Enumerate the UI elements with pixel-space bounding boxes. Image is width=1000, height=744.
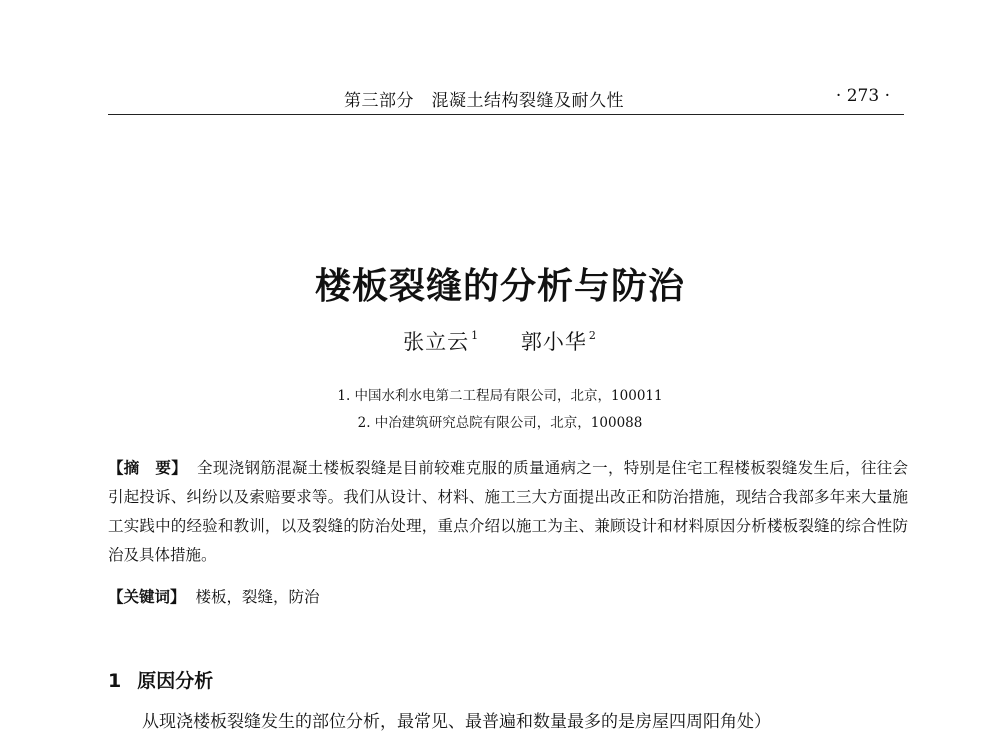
keywords-label: 【关键词】 (108, 588, 186, 606)
running-header-section: 第三部分 混凝土结构裂缝及耐久性 (344, 91, 624, 111)
abstract-text: 全现浇钢筋混凝土楼板裂缝是目前较难克服的质量通病之一，特别是住宅工程楼板裂缝发生后，往往会引起投诉、纠纷以及索赔要求等。我们从设计、材料、施工三大方面提出改正和防治措施，现结合我部多年来大量施工实践中的经验和教训，以及裂缝的防治处理，重点介绍以施工为主、兼顾设计和材料原因分析楼板裂缝的综合性防治及具体措施。 (108, 459, 908, 564)
section-title: 原因分析 (137, 670, 214, 692)
abstract (108, 454, 908, 570)
running-header (108, 78, 904, 115)
affiliation-1: 1. 中国水利水电第二工程局有限公司，北京，100011 (337, 388, 663, 404)
author-name: 郭小华 (520, 330, 587, 354)
author-2 (521, 326, 597, 356)
page-number: · 273 · (835, 86, 890, 106)
affiliation-2: 2. 中冶建筑研究总院有限公司，北京，100088 (357, 415, 643, 431)
author-list (0, 326, 1000, 356)
author-1 (403, 326, 479, 356)
author-name: 张立云 (403, 330, 470, 354)
paper-title: 楼板裂缝的分析与防治 (314, 266, 685, 307)
keywords (108, 585, 908, 607)
affiliation-mark: 2 (588, 329, 597, 342)
section-number: 1 (108, 670, 122, 692)
abstract-label: 【摘 要】 (108, 459, 188, 477)
keywords-text: 楼板，裂缝，防治 (195, 588, 320, 606)
section-heading (108, 666, 213, 693)
body-paragraph: 从现浇楼板裂缝发生的部位分析，最常见、最普遍和数量最多的是房屋四周阳角处） (142, 712, 771, 732)
affiliation-mark: 1 (471, 329, 480, 342)
